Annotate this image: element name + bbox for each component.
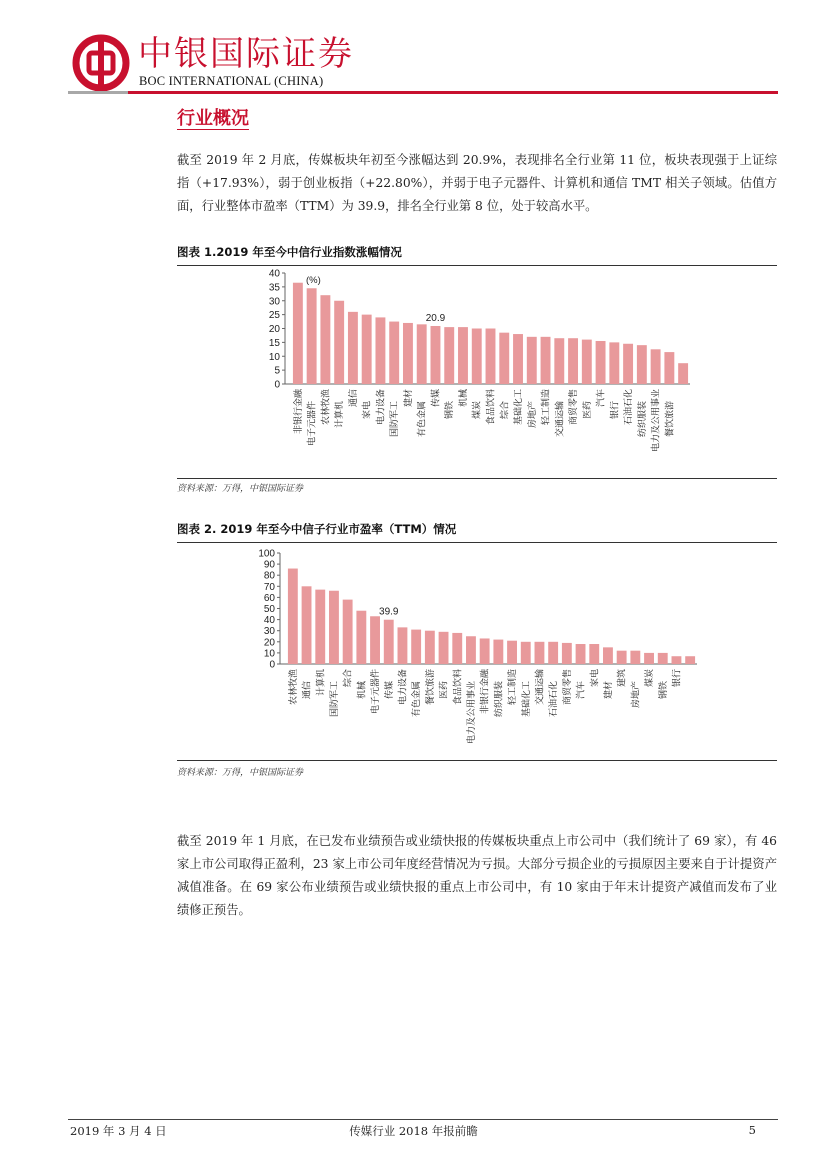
chart2-bar [302,586,312,664]
chart1-y-tick-label: 0 [274,379,280,391]
chart2-bar [315,590,325,664]
chart2-category-label: 传媒 [384,681,395,700]
chart2-bar [329,591,339,664]
chart2-y-tick-label: 40 [263,615,275,627]
chart1-category-label: 非银行金融 [293,389,304,435]
chart2-data-label: 39.9 [379,606,399,618]
chart1-y-tick-label: 30 [268,296,280,308]
chart2-category-label: 煤炭 [645,669,656,688]
chart2-category-label: 石油石化 [549,681,560,718]
chart2-y-tick-label: 20 [263,637,275,649]
chart1-y-tick-label: 15 [268,337,280,349]
chart2-category-label: 房地产 [631,681,642,709]
chart2-y-tick-label: 90 [263,559,275,571]
chart1-category-label: 商贸零售 [569,389,580,426]
figure-2-title: 图表 2. 2019 年至今中信子行业市盈率（TTM）情况 [177,522,457,536]
chart1-data-label: 20.9 [425,313,446,325]
chart2-bar [630,651,640,664]
chart2-bar [452,633,462,664]
chart2-category-label: 非银行金融 [480,669,491,715]
chart2-y-tick-label: 100 [258,548,275,560]
chart2-category-label: 农林牧渔 [288,669,299,706]
chart1-category-label: 房地产 [527,401,538,429]
chart2-bar [576,644,586,664]
chart2-bar [411,630,421,664]
figure-1-title: 图表 1.2019 年至今中信行业指数涨幅情况 [177,245,402,259]
chart2-category-label: 建材 [603,681,614,700]
chart2-category-label: 食品饮料 [453,669,464,706]
chart1-unit-label: (%) [306,275,321,286]
chart1-y-tick-label: 20 [268,324,280,335]
chart2-bar [685,656,695,664]
chart1-y-tick-label: 35 [268,282,280,294]
brand-name-cn: 中银国际证券 [138,34,354,74]
chart1-category-label: 煤炭 [472,401,483,420]
chart2-bar [603,647,613,664]
chart1-category-label: 钢铁 [445,401,456,420]
chart2-category-label: 通信 [302,681,313,700]
chart2-bar [439,632,449,664]
chart2-y-tick-label: 50 [263,604,275,615]
footer-title: 传媒行业 2018 年报前瞻 [349,1124,478,1138]
chart1-category-label: 石油石化 [624,389,635,426]
chart1-category-label: 机械 [458,389,469,408]
chart2-category-label: 交通运输 [535,669,546,706]
chart2-category-label: 机械 [357,681,368,700]
chart2-category-label: 商贸零售 [562,669,573,706]
chart2-y-tick-label: 80 [263,570,275,582]
chart2-bar [548,642,558,664]
page-number: 5 [748,1123,756,1137]
chart1-category-label: 建材 [403,389,414,408]
footer-date: 2019 年 3 月 4 日 [70,1124,167,1138]
chart2-category-label: 医药 [439,681,450,700]
chart1-category-label: 医药 [582,401,593,420]
chart1-category-label: 国防军工 [390,401,401,438]
chart1-category-label: 有色金属 [417,401,428,438]
chart2-category-label: 银行 [672,669,683,688]
chart2-category-label: 电力及公用事业 [466,681,477,745]
chart2-bar [343,600,353,664]
chart1-category-label: 计算机 [335,401,346,429]
paragraph-intro: 截至 2019 年 2 月底，传媒板块年初至今涨幅达到 20.9%，表现排名全行业第 11 位，板块表现强于上证综指（+17.93%），弱于创业板指（+22.80%），并弱于电子元器件、计算机和通信 TMT 相关子领域。估值方面，行业整体市盈率（TTM）为 39.9，排名全行业第 8 位，处于较高水平。 [177,153,777,213]
chart1-category-label: 电子元器件 [307,401,318,447]
chart2-y-tick-label: 70 [263,581,275,593]
chart1-category-label: 电力设备 [376,389,387,426]
chart2-bar [617,651,627,664]
figure-2-bottom-rule [177,760,777,761]
chart2-category-label: 电子元器件 [371,669,382,715]
chart2-bar [589,644,599,664]
chart1-category-label: 银行 [610,401,621,420]
chart2-bar [480,638,490,664]
chart1-category-label: 农林牧渔 [321,389,332,426]
figure-1-source: 资料来源：万得，中银国际证券 [177,484,304,494]
chart1-category-label: 交通运输 [555,401,566,438]
chart2-category-label: 有色金属 [412,681,423,718]
chart2-category-label: 综合 [343,669,354,688]
chart2-bar [356,611,366,664]
chart2-category-label: 电力设备 [398,669,409,706]
chart1-category-label: 纺织服装 [637,401,648,438]
chart2-bar [644,653,654,664]
chart1-y-tick-label: 40 [268,268,280,280]
chart2-bar [288,569,298,664]
chart2-bar [466,636,476,664]
chart1-category-label: 餐饮旅游 [665,401,676,438]
chart2-bar [370,616,380,664]
chart2-category-label: 国防军工 [329,681,340,718]
chart2-category-label: 轻工制造 [508,669,519,706]
paragraph-earnings: 截至 2019 年 1 月底，在已发布业绩预告或业绩快报的传媒板块重点上市公司中（我们统计了 69 家），有 46 家上市公司取得正盈利，23 家上市公司年度经营情况为亏损。大部分亏损企业的亏损原因主要来自于计提资产减值准备。在 69 家公布业绩预告或业绩快报的重点上市公司中，有 10 家由于年末计提资产减值而发布了业绩修正预告。 [177,834,777,917]
chart2-bar [398,627,408,664]
chart2-y-tick-label: 0 [269,659,275,671]
section-title: 行业概况 [177,108,249,129]
chart2-y-tick-label: 60 [263,592,275,604]
chart2-category-label: 家电 [590,669,601,688]
chart1-category-label: 通信 [348,389,359,408]
chart2-y-tick-label: 10 [263,648,275,660]
footer-rule [68,1119,778,1120]
chart2-bar [535,642,545,664]
chart2-y-tick-label: 30 [263,626,275,638]
chart2-bar [658,653,668,664]
chart2-category-label: 汽车 [576,681,587,700]
chart2-bar [384,620,394,664]
chart1-y-tick-label: 5 [274,365,280,377]
chart2-category-label: 建筑 [617,669,628,688]
chart2-bar [521,642,531,664]
chart1-y-tick-label: 25 [268,310,280,322]
chart2-category-label: 纺织服装 [494,681,505,718]
chart1-category-label: 轻工制造 [541,389,552,426]
chart1-category-label: 基础化工 [514,389,525,426]
chart2-bar [672,656,682,664]
chart2-category-label: 钢铁 [658,681,669,700]
chart2-bar [562,643,572,664]
chart1-category-label: 传媒 [431,389,442,408]
brand-name-en: BOC INTERNATIONAL (CHINA) [139,74,324,88]
chart1-category-label: 综合 [500,401,511,420]
chart2-category-label: 基础化工 [521,681,532,718]
chart2-category-label: 计算机 [316,669,327,697]
chart1-category-label: 家电 [362,401,373,420]
chart2-category-label: 餐饮旅游 [425,669,436,706]
chart1-category-label: 电力及公用事业 [651,389,662,453]
chart1-y-tick-label: 10 [268,351,280,363]
chart2-bar [493,640,503,664]
figure-2-source: 资料来源：万得，中银国际证券 [177,768,304,778]
chart1-category-label: 食品饮料 [486,389,497,426]
chart2-bar [425,631,435,664]
chart2-bar [507,641,517,664]
chart1-category-label: 汽车 [596,389,607,408]
